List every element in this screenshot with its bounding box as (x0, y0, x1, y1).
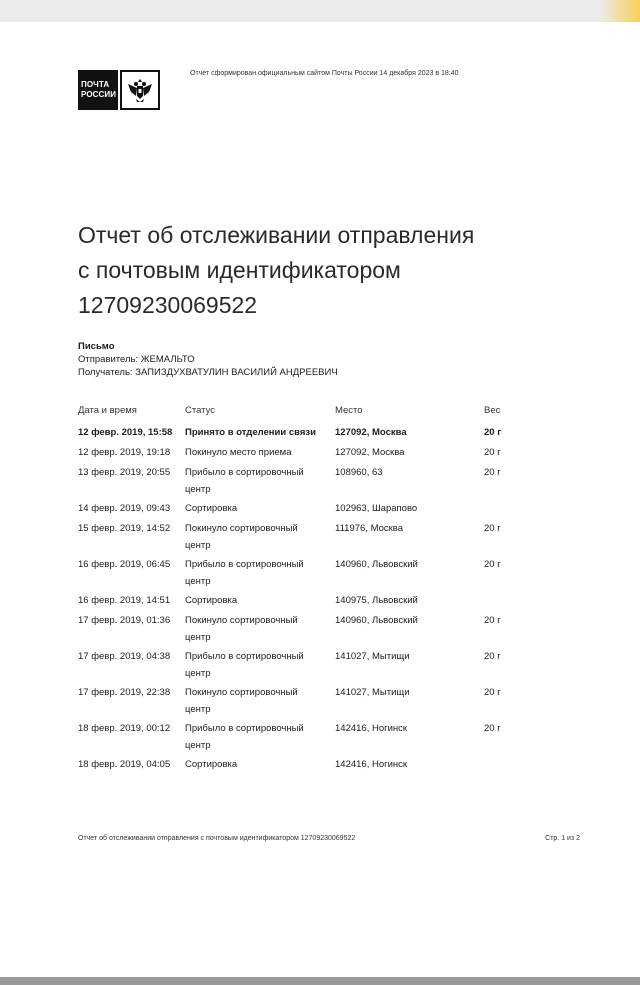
title-line-2: с почтовым идентификатором (78, 257, 401, 283)
table-row (78, 464, 518, 500)
logo-line-1: ПОЧТА (81, 80, 110, 89)
table-header (78, 402, 518, 424)
row-status: Прибыло в сортировочный центр (185, 723, 304, 751)
row-place: 140975, Львовский (335, 595, 418, 606)
eagle-emblem-icon (120, 70, 160, 110)
bottom-bar (0, 977, 640, 985)
row-date: 15 февр. 2019, 14:52 (78, 523, 171, 534)
row-place: 140960, Львовский (335, 615, 418, 626)
table-row (78, 444, 518, 464)
row-status: Покинуло место приема (185, 447, 292, 458)
row-weight: 20 г (484, 427, 502, 438)
row-weight: 20 г (484, 651, 501, 662)
table-row (78, 684, 518, 720)
row-place: 111976, Москва (335, 523, 404, 534)
row-status: Сортировка (185, 503, 238, 514)
header-weight: Вес (484, 405, 501, 416)
row-place: 141027, Мытищи (335, 687, 410, 698)
row-weight: 20 г (484, 687, 501, 698)
row-place: 108960, 63 (335, 467, 383, 478)
tracking-number: 12709230069522 (78, 292, 258, 318)
shipment-info (78, 340, 338, 379)
shipment-kind: Письмо (78, 341, 115, 352)
row-status: Покинуло сортировочный центр (185, 615, 298, 643)
row-status: Прибыло в сортировочный центр (185, 651, 304, 679)
row-date: 12 февр. 2019, 15:58 (78, 427, 173, 438)
table-row (78, 500, 518, 520)
row-weight: 20 г (484, 523, 501, 534)
row-date: 13 февр. 2019, 20:55 (78, 467, 171, 478)
header-status: Статус (185, 405, 216, 416)
logo-line-2: РОССИИ (81, 90, 117, 99)
table-row (78, 756, 518, 776)
row-place: 142416, Ногинск (335, 723, 408, 734)
russian-post-logo (78, 70, 160, 110)
row-weight: 20 г (484, 467, 501, 478)
table-row (78, 424, 518, 444)
row-place: 142416, Ногинск (335, 759, 408, 770)
row-place: 127092, Москва (335, 427, 407, 438)
row-status: Прибыло в сортировочный центр (185, 559, 304, 587)
row-status: Сортировка (185, 759, 238, 770)
title-line-1: Отчет об отслеживании отправления (78, 222, 475, 248)
header-place: Место (335, 405, 363, 416)
table-row (78, 556, 518, 592)
report-title (78, 218, 578, 323)
recipient: Получатель: ЗАПИЗДУХВАТУЛИН ВАСИЛИЙ АНДРЕЕВИЧ (78, 367, 338, 378)
generated-note: Отчет сформирован официальным сайтом Почты России 14 декабря 2023 в 18:40 (190, 70, 459, 77)
table-row (78, 592, 518, 612)
top-strip (0, 0, 640, 22)
row-weight: 20 г (484, 559, 501, 570)
footer-title: Отчет об отслеживании отправления с почтовым идентификатором 12709230069522 (78, 835, 356, 842)
row-place: 102963, Шарапово (335, 503, 418, 514)
table-row (78, 648, 518, 684)
header-date: Дата и время (78, 405, 137, 416)
row-weight: 20 г (484, 615, 501, 626)
row-status: Сортировка (185, 595, 238, 606)
row-weight: 20 г (484, 447, 501, 458)
row-weight: 20 г (484, 723, 501, 734)
logo-text-block (78, 70, 118, 110)
row-place: 140960, Львовский (335, 559, 418, 570)
table-row (78, 612, 518, 648)
row-date: 17 февр. 2019, 01:36 (78, 615, 171, 626)
row-date: 17 февр. 2019, 04:38 (78, 651, 171, 662)
row-status: Покинуло сортировочный центр (185, 687, 298, 715)
row-place: 127092, Москва (335, 447, 405, 458)
row-status: Покинуло сортировочный центр (185, 523, 298, 551)
row-status: Принято в отделении связи (185, 427, 316, 438)
row-status: Прибыло в сортировочный центр (185, 467, 304, 495)
page-counter: Стр. 1 из 2 (545, 835, 580, 842)
row-place: 141027, Мытищи (335, 651, 410, 662)
row-date: 16 февр. 2019, 14:51 (78, 595, 171, 606)
row-date: 12 февр. 2019, 19:18 (78, 447, 171, 458)
table-row (78, 720, 518, 756)
row-date: 17 февр. 2019, 22:38 (78, 687, 171, 698)
sender: Отправитель: ЖЕМАЛЬТО (78, 354, 195, 365)
tracking-table (78, 402, 518, 776)
row-date: 18 февр. 2019, 04:05 (78, 759, 171, 770)
row-date: 16 февр. 2019, 06:45 (78, 559, 171, 570)
top-glow (600, 0, 640, 22)
row-date: 14 февр. 2019, 09:43 (78, 503, 171, 514)
table-row (78, 520, 518, 556)
row-date: 18 февр. 2019, 00:12 (78, 723, 171, 734)
